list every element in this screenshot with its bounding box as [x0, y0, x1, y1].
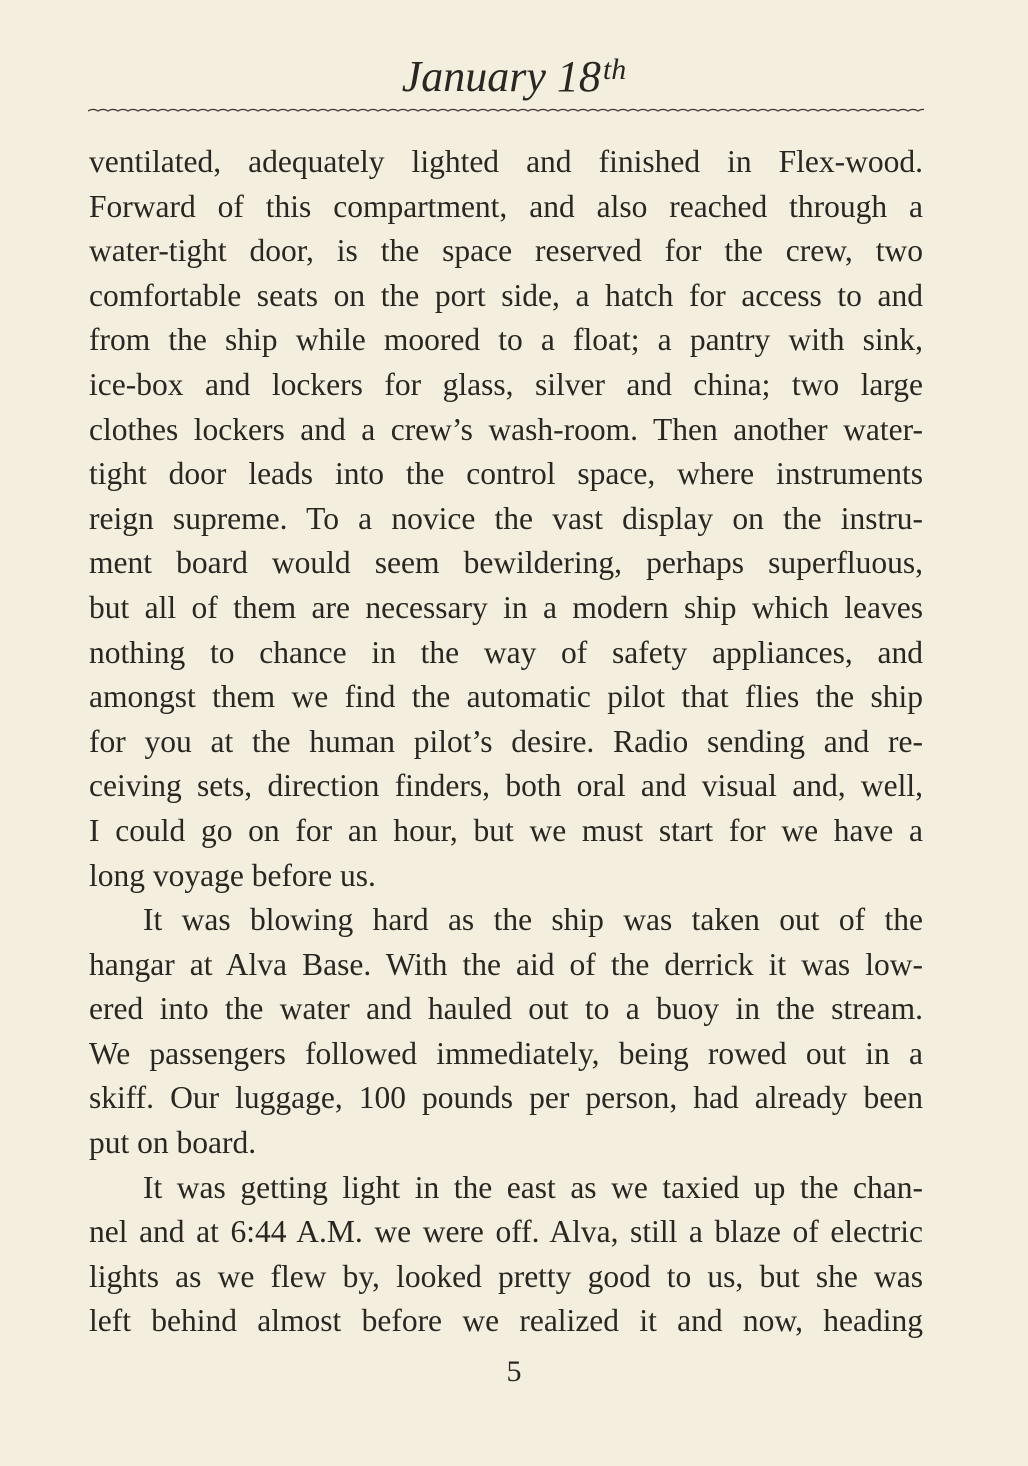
text-line: skiff. Our luggage, 100 pounds per person, had already been	[89, 1080, 923, 1116]
text-line: lights as we flew by, looked pretty good to us, but she was	[89, 1258, 923, 1294]
text-line: It was blowing hard as the ship was taken out of the	[143, 902, 923, 938]
running-head	[0, 40, 1028, 107]
wavy-rule	[88, 102, 924, 120]
text-line: Forward of this compartment, and also reached through a	[89, 188, 923, 224]
text-line: put on board.	[89, 1125, 257, 1161]
text-line: amongst them we find the automatic pilot that flies the ship	[89, 679, 923, 715]
text-line: long voyage before us.	[89, 857, 376, 893]
text-line: comfortable seats on the port side, a hatch for access to and	[89, 277, 923, 313]
text-line: ceiving sets, direction finders, both oral and visual and, well,	[89, 768, 923, 804]
text-line: nothing to chance in the way of safety appliances, and	[89, 634, 923, 670]
running-head-ordinal: th	[602, 53, 627, 86]
text-line: ice-box and lockers for glass, silver and china; two large	[89, 366, 923, 402]
text-line: from the ship while moored to a float; a pantry with sink,	[89, 322, 923, 358]
body-text	[89, 140, 923, 1344]
text-line: for you at the human pilot’s desire. Radio sending and re-	[89, 723, 923, 759]
text-line: but all of them are necessary in a modern ship which leaves	[89, 589, 923, 625]
text-line: reign supreme. To a novice the vast display on the instru-	[89, 500, 923, 536]
text-line: I could go on for an hour, but we must start for we have a	[89, 812, 923, 848]
text-line: It was getting light in the east as we taxied up the chan-	[143, 1169, 923, 1205]
page-number: 5	[506, 1355, 522, 1388]
text-line: tight door leads into the control space, where instruments	[89, 456, 923, 492]
text-line: ventilated, adequately lighted and finished in Flex-wood.	[89, 144, 923, 179]
text-line: clothes lockers and a crew’s wash-room. Then another water-	[89, 411, 923, 447]
text-line: left behind almost before we realized it and now, heading	[89, 1303, 923, 1339]
text-line: ered into the water and hauled out to a buoy in the stream.	[89, 991, 923, 1027]
text-line: We passengers followed immediately, being rowed out in a	[89, 1035, 923, 1071]
text-line: ment board would seem bewildering, perhaps superfluous,	[89, 545, 923, 581]
running-head-title: January 18	[401, 52, 601, 101]
text-line: nel and at 6:44 A.M. we were off. Alva, still a blaze of electric	[89, 1214, 923, 1250]
text-line: water-tight door, is the space reserved for the crew, two	[89, 233, 923, 269]
text-line: hangar at Alva Base. With the aid of the derrick it was low-	[89, 946, 923, 982]
